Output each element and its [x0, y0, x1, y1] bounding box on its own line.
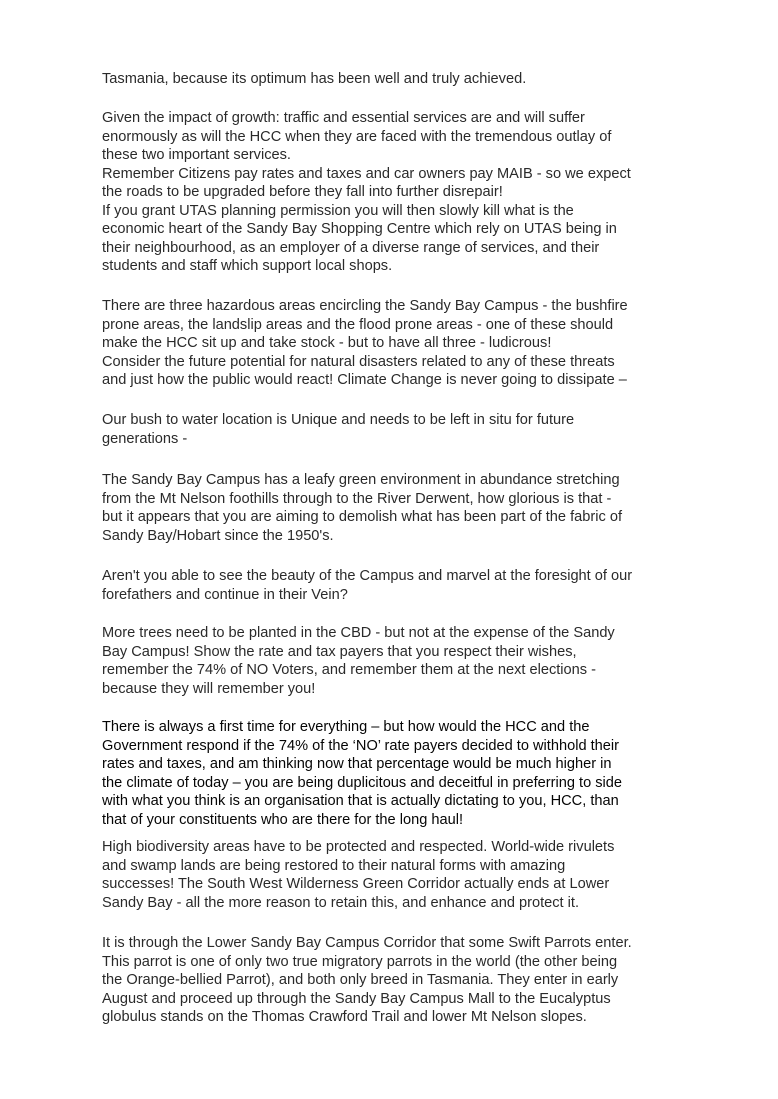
text-line: from the Mt Nelson foothills through to the River Derwent, how glorious is that - — [102, 490, 612, 507]
text-line: with what you think is an organisation that is actually dictating to you, HCC, than — [102, 793, 619, 809]
text-line: There are three hazardous areas encircling the Sandy Bay Campus - the bushfire — [102, 298, 628, 314]
text-line: these two important services. — [102, 147, 291, 163]
text-line: Consider the future potential for natural disasters related to any of these threats — [102, 353, 615, 370]
text-line: rates and taxes, and am thinking now that percentage would be much higher in — [102, 756, 612, 772]
text-line: enormously as will the HCC when they are faced with the tremendous outlay of — [102, 128, 612, 145]
paragraph-campus-beauty — [102, 567, 702, 604]
text-line: Sandy Bay/Hobart since the 1950's. — [102, 527, 334, 544]
paragraph-leafy-campus — [102, 471, 702, 545]
text-line: The Sandy Bay Campus has a leafy green environment in abundance stretching — [102, 472, 620, 488]
text-line: economic heart of the Sandy Bay Shopping Centre which rely on UTAS being in — [102, 221, 617, 237]
text-line: students and staff which support local shops. — [102, 258, 393, 274]
paragraph-first-time — [102, 718, 702, 829]
text-line: There is always a first time for everything – but how would the HCC and the — [102, 719, 590, 735]
text-line: that of your constituents who are there for the long haul! — [102, 811, 464, 828]
text-line: More trees need to be planted in the CBD - but not at the expense of the Sandy — [102, 625, 615, 641]
text-line: August and proceed up through the Sandy Bay Campus Mall to the Eucalyptus — [102, 990, 611, 1007]
text-line: and swamp lands are being restored to their natural forms with amazing — [102, 857, 566, 874]
text-line: Government respond if the 74% of the ‘NO’ rate payers decided to withhold their — [102, 737, 620, 754]
text-line: Given the impact of growth: traffic and essential services are and will suffer — [102, 110, 585, 126]
text-line: because they will remember you! — [102, 680, 316, 697]
text-line: Sandy Bay - all the more reason to retain this, and enhance and protect it. — [102, 894, 580, 911]
text-line: make the HCC sit up and take stock - but to have all three - ludicrous! — [102, 335, 552, 351]
text-line: It is through the Lower Sandy Bay Campus Corridor that some Swift Parrots enter. — [102, 935, 632, 951]
text-line: the climate of today – you are being duplicitous and deceitful in preferring to side — [102, 774, 623, 791]
text-line: Aren't you able to see the beauty of the Campus and marvel at the foresight of our — [102, 568, 633, 584]
text-line: This parrot is one of only two true migratory parrots in the world (the other being — [102, 953, 618, 970]
text-line: generations - — [102, 430, 188, 447]
text-line: successes! The South West Wilderness Green Corridor actually ends at Lower — [102, 876, 610, 892]
paragraph-hazardous-areas — [102, 297, 702, 390]
text-line: prone areas, the landslip areas and the flood prone areas - one of these should — [102, 316, 614, 333]
text-line: Our bush to water location is Unique and needs to be left in situ for future — [102, 412, 575, 428]
text-line: globulus stands on the Thomas Crawford Trail and lower Mt Nelson slopes. — [102, 1009, 587, 1025]
text-line: forefathers and continue in their Vein? — [102, 586, 348, 603]
text-line: If you grant UTAS planning permission you will then slowly kill what is the — [102, 202, 574, 219]
text-line: Bay Campus! Show the rate and tax payers that you respect their wishes, — [102, 643, 577, 660]
text-line: High biodiversity areas have to be protected and respected. World-wide rivulets — [102, 839, 615, 855]
paragraph-swift-parrots — [102, 934, 702, 1027]
paragraph-more-trees — [102, 624, 702, 698]
paragraph-growth-impact — [102, 109, 702, 276]
text-line: Tasmania, because its optimum has been well and truly achieved. — [102, 71, 527, 87]
paragraph-intro — [102, 70, 702, 89]
text-line: the roads to be upgraded before they fall into further disrepair! — [102, 184, 503, 200]
paragraph-bush-to-water — [102, 411, 702, 448]
text-line: the Orange-bellied Parrot), and both only breed in Tasmania. They enter in early — [102, 972, 619, 988]
paragraph-biodiversity — [102, 838, 702, 912]
text-line: their neighbourhood, as an employer of a diverse range of services, and their — [102, 239, 600, 256]
text-line: Remember Citizens pay rates and taxes and car owners pay MAIB - so we expect — [102, 165, 631, 182]
text-line: and just how the public would react! Climate Change is never going to dissipate – — [102, 372, 627, 388]
text-line: remember the 74% of NO Voters, and remember them at the next elections - — [102, 662, 596, 678]
text-line: but it appears that you are aiming to demolish what has been part of the fabric of — [102, 509, 623, 525]
